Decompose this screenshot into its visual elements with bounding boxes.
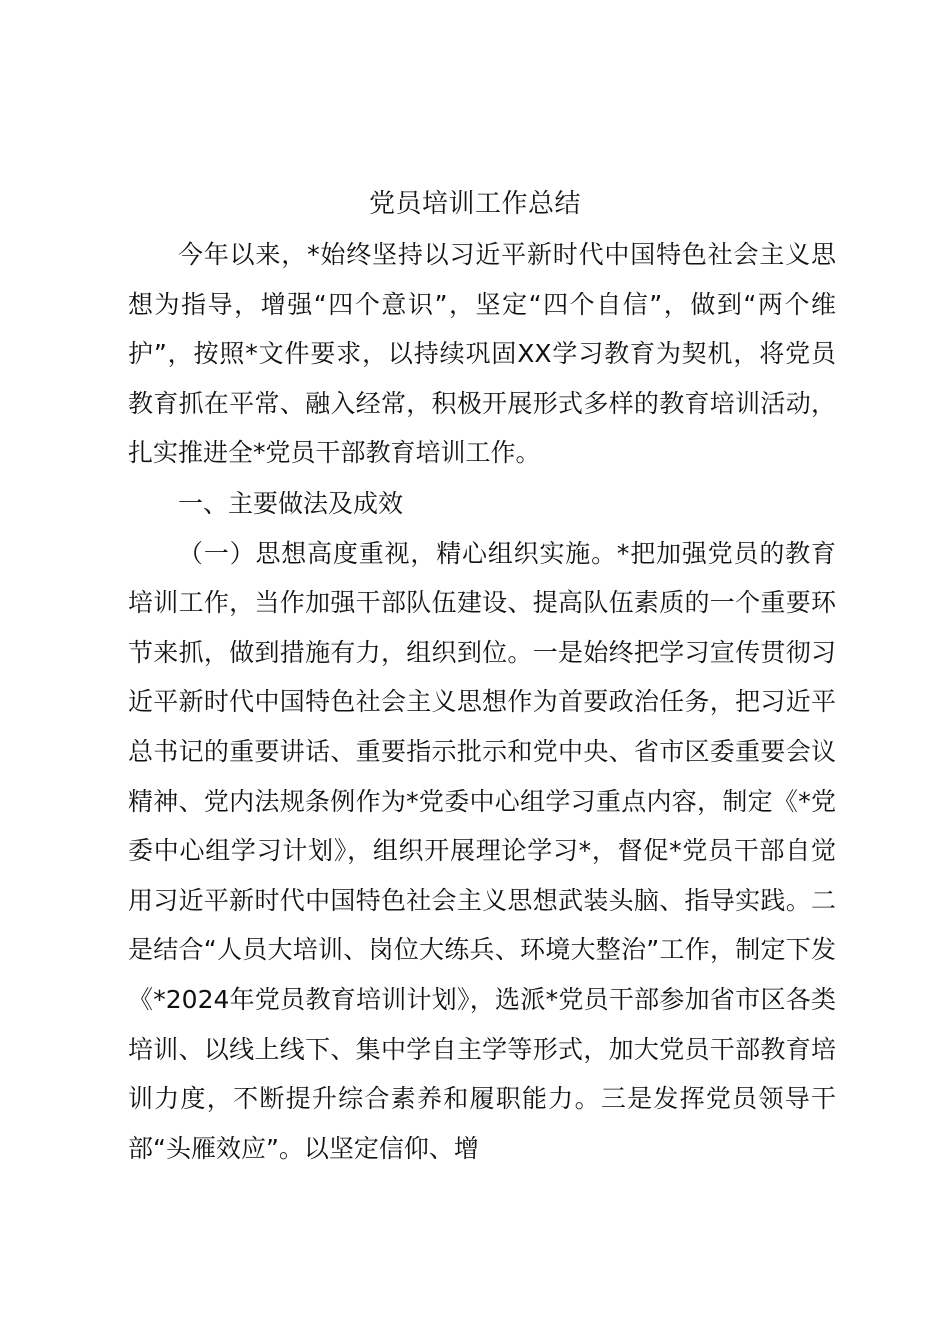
document-title: 党员培训工作总结 <box>368 189 581 219</box>
subsection-paragraph: （一）思想高度重视，精心组织实施。*把加强党员的教育培训工作，当作加强干部队伍建设、提高队伍素质的一个重要环节来抓，做到措施有力，组织到位。一是始终把学习宣传贯彻习近平新时代中国特色社会主义思想作为首要政治任务，把习近平总书记的重要讲话、重要指示批示和党中央、省市区委重要会议精神、党内法规条例作为*党委中心组学习重点内容，制定《*党委中心组学习计划》，组织开展理论学习*，督促*党员干部自觉用习近平新时代中国特色社会主义思想武装头脑、指导实践。二是结合“人员大培训、岗位大练兵、环境大整治”工作，制定下发《*2024年党员教育培训计划》，选派*党员干部参加省市区各类培训、以线上线下、集中学自主学等形式，加大党员干部教育培训力度，不断提升综合素养和履职能力。三是发挥党员领导干部“头雁效应”。以坚定信仰、增 <box>128 538 836 1163</box>
section-heading: 一、主要做法及成效 <box>178 488 404 518</box>
document-body <box>128 230 836 1173</box>
intro-paragraph: 今年以来，*始终坚持以习近平新时代中国特色社会主义思想为指导，增强“四个意识”，坚定“四个自信”，做到“两个维护”，按照*文件要求，以持续巩固XX学习教育为契机，将党员教育抓在平常、融入经常，积极开展形式多样的教育培训活动，扎实推进全*党员干部教育培训工作。 <box>128 240 836 468</box>
